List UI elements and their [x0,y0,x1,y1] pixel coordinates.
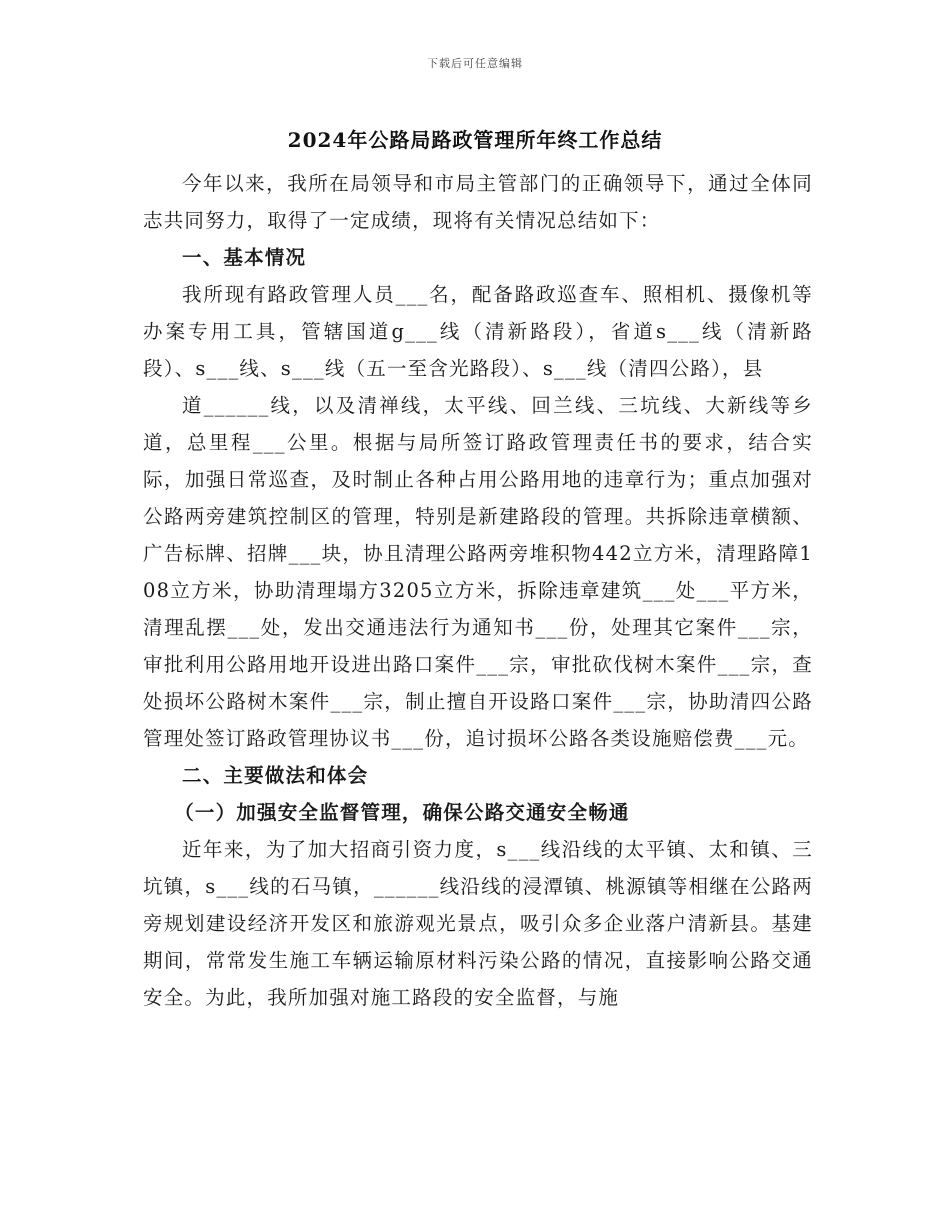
subsection-heading-safety: （一）加强安全监督管理，确保公路交通安全畅通 [174,801,630,824]
section-heading-basic-situation: 一、基本情况 [182,246,307,269]
section1-paragraph-1: 我所现有路政管理人员___名，配备路政巡查车、照相机、摄像机等办案专用工具，管辖国道g___线（清新路段），省道s___线（清新路段）、s___线、s___线（五一至含光路段）、s___线（清四公路），县 [143,283,813,380]
intro-paragraph: 今年以来，我所在局领导和市局主管部门的正确领导下，通过全体同志共同努力，取得了一定成绩，现将有关情况总结如下： [143,172,813,232]
document-body [143,165,813,1016]
section1-paragraph-2: 道______线，以及清禅线，太平线、回兰线、三坑线、大新线等乡道，总里程___公里。根据与局所签订路政管理责任书的要求，结合实际，加强日常巡查，及时制止各种占用公路用地的违章行为；重点加强对公路两旁建筑控制区的管理，特别是新建路段的管理。共拆除违章横额、广告标牌、招牌___块，协且清理公路两旁堆积物442立方米，清理路障108立方米，协助清理塌方3205立方米，拆除违章建筑___处___平方米，清理乱摆___处，发出交通违法行为通知书___份，处理其它案件___宗，审批利用公路用地开设进出路口案件___宗，审批砍伐树木案件___宗，查处损坏公路树木案件___宗，制止擅自开设路口案件___宗，协助清四公路管理处签订路政管理协议书___份，追讨损坏公路各类设施赔偿费___元。 [143,394,813,750]
section2-paragraph-1: 近年来，为了加大招商引资力度，s___线沿线的太平镇、太和镇、三坑镇，s___线的石马镇，______线沿线的浸潭镇、桃源镇等相继在公路两旁规划建设经济开发区和旅游观光景点，吸引众多企业落户清新县。基建期间，常常发生施工车辆运输原材料污染公路的情况，直接影响公路交通安全。为此，我所加强对施工路段的安全监督，与施 [143,838,813,1009]
section-heading-main-practices: 二、主要做法和体会 [182,764,369,787]
document-title: 2024年公路局路政管理所年终工作总结 [287,128,663,152]
page-header-note: 下载后可任意编辑 [427,57,523,70]
